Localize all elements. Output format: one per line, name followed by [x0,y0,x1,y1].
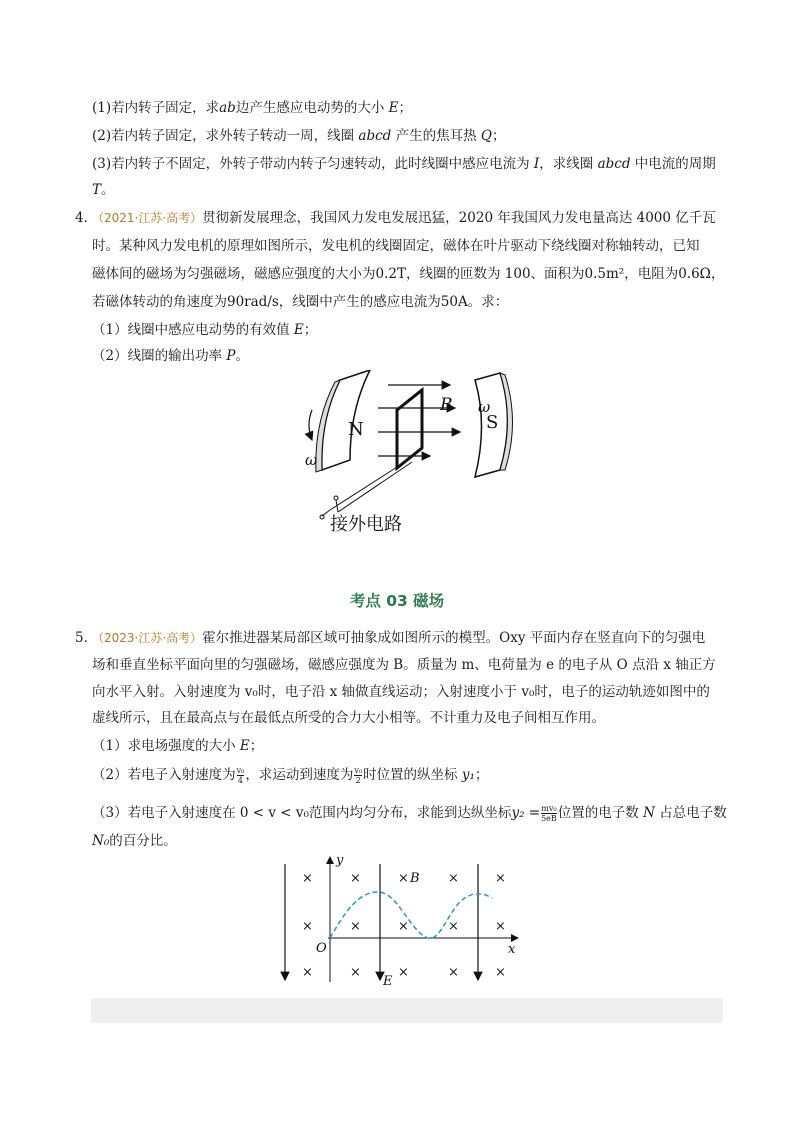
generator-figure [300,370,520,540]
b-field-cross: × [448,965,459,980]
q5-number: 5． [75,630,98,646]
fraction-mv0-5eb: $\frac{\text{mv₀}}{5eB}$ [541,804,557,823]
q3-part-1: (1)若内转子固定，求ab边产生感应电动势的大小 E； [92,100,412,116]
q5-line-3: 向水平入射。入射速度为 v₀时，电子沿 x 轴做直线运动；入射速度小于 v₀时，电子的运动轨迹如图中的 [92,684,710,700]
fraction-v0-4: $\frac{\text{v₀}}{4}$ [236,766,245,785]
q4-line-3: 磁体间的磁场为匀强磁场，磁感应强度的大小为0.2T，线圈的匝数为 100、面积为0.5m²，电阻为0.6Ω， [92,266,725,282]
section-title: 考点 03 磁场 [349,592,445,610]
label-b: B [440,395,453,415]
b-field-cross: × [350,919,361,934]
fraction-v0-2: $\frac{\text{v₀}}{2}$ [354,766,363,785]
b-field-cross: × [398,965,409,980]
label-s: S [486,412,499,433]
q5-sub-2: （2）若电子入射速度为 $\frac{\text{v₀}}{4}$ ，求运动到速度为 $\frac{\text{v₀}}{2}$ 时位置的纵坐标 y₁； [92,766,489,785]
label-y: y [336,853,344,868]
b-field-cross: × [495,871,506,886]
label-b: B [410,871,420,886]
b-field-cross: × [302,965,313,980]
q5-line-1: （2023·江苏·高考）霍尔推进器某局部区域可抽象成如图所示的模型。Oxy 平面内存在竖直向下的匀强电 [92,630,706,646]
b-field-cross: × [495,965,506,980]
q5-sub-1: （1）求电场强度的大小 E； [92,738,264,754]
field-figure [270,852,530,992]
q5-line-2: 场和垂直坐标平面向里的匀强磁场，磁感应强度为 B。质量为 m、电荷量为 e 的电子从 O 点沿 x 轴正方 [92,657,716,673]
b-field-cross: × [398,871,409,886]
q4-line-4: 若磁体转动的角速度为90rad/s，线圈中产生的感应电流为50A。求： [92,294,509,310]
q5-sub-3-cont: N₀的百分比。 [92,833,177,849]
b-field-cross: × [448,919,459,934]
q5-sub-3: （3）若电子入射速度在 0 < v < v₀范围内均匀分布，求能到达纵坐标y₂ = $\frac{\text{mv₀}}{5eB}$ 位置的电子数 N 占总电子数 [92,804,727,823]
q5-source: （2023·江苏·高考） [92,631,203,645]
figure-caption: 接外电路 [330,514,402,535]
q5-line-4: 虚线所示，且在最高点与在最低点所受的合力大小相等。不计重力及电子间相互作用。 [92,710,605,726]
q4-sub-1: （1）线圈中感应电动势的有效值 E； [92,322,318,338]
q3-part-3-cont: T。 [92,182,115,198]
label-n: N [348,419,364,440]
q4-sub-2: （2）线圈的输出功率 P。 [92,348,249,364]
q4-number: 4． [75,210,98,226]
b-field-cross: × [302,871,313,886]
label-o: O [316,941,327,956]
q3-part-3: (3)若内转子不固定，外转子带动内转子匀速转动，此时线圈中感应电流为 I，求线圈 abcd 中电流的周期 [92,156,716,172]
label-x: x [508,942,516,957]
q4-line-2: 时。某种风力发电机的原理如图所示，发电机的线圈固定，磁体在叶片驱动下绕线圈对称轴转动，已知 [92,238,700,254]
b-field-cross: × [495,919,506,934]
footer-bar [91,998,723,1023]
b-field-cross: × [302,919,313,934]
q3-part-2: (2)若内转子固定，求外转子转动一周，线圈 abcd 产生的焦耳热 Q； [92,128,506,144]
label-omega-right: ω [478,398,491,416]
label-e: E [383,974,393,989]
q4-line-1: （2021·江苏·高考）贯彻新发展理念，我国风力发电发展迅猛，2020 年我国风力发电量高达 4000 亿千瓦 [92,210,716,226]
label-omega-left: ω [305,451,318,469]
q4-source: （2021·江苏·高考） [92,211,203,225]
b-field-cross: × [350,965,361,980]
b-field-cross: × [350,871,361,886]
b-field-cross: × [398,919,409,934]
b-field-cross: × [448,871,459,886]
